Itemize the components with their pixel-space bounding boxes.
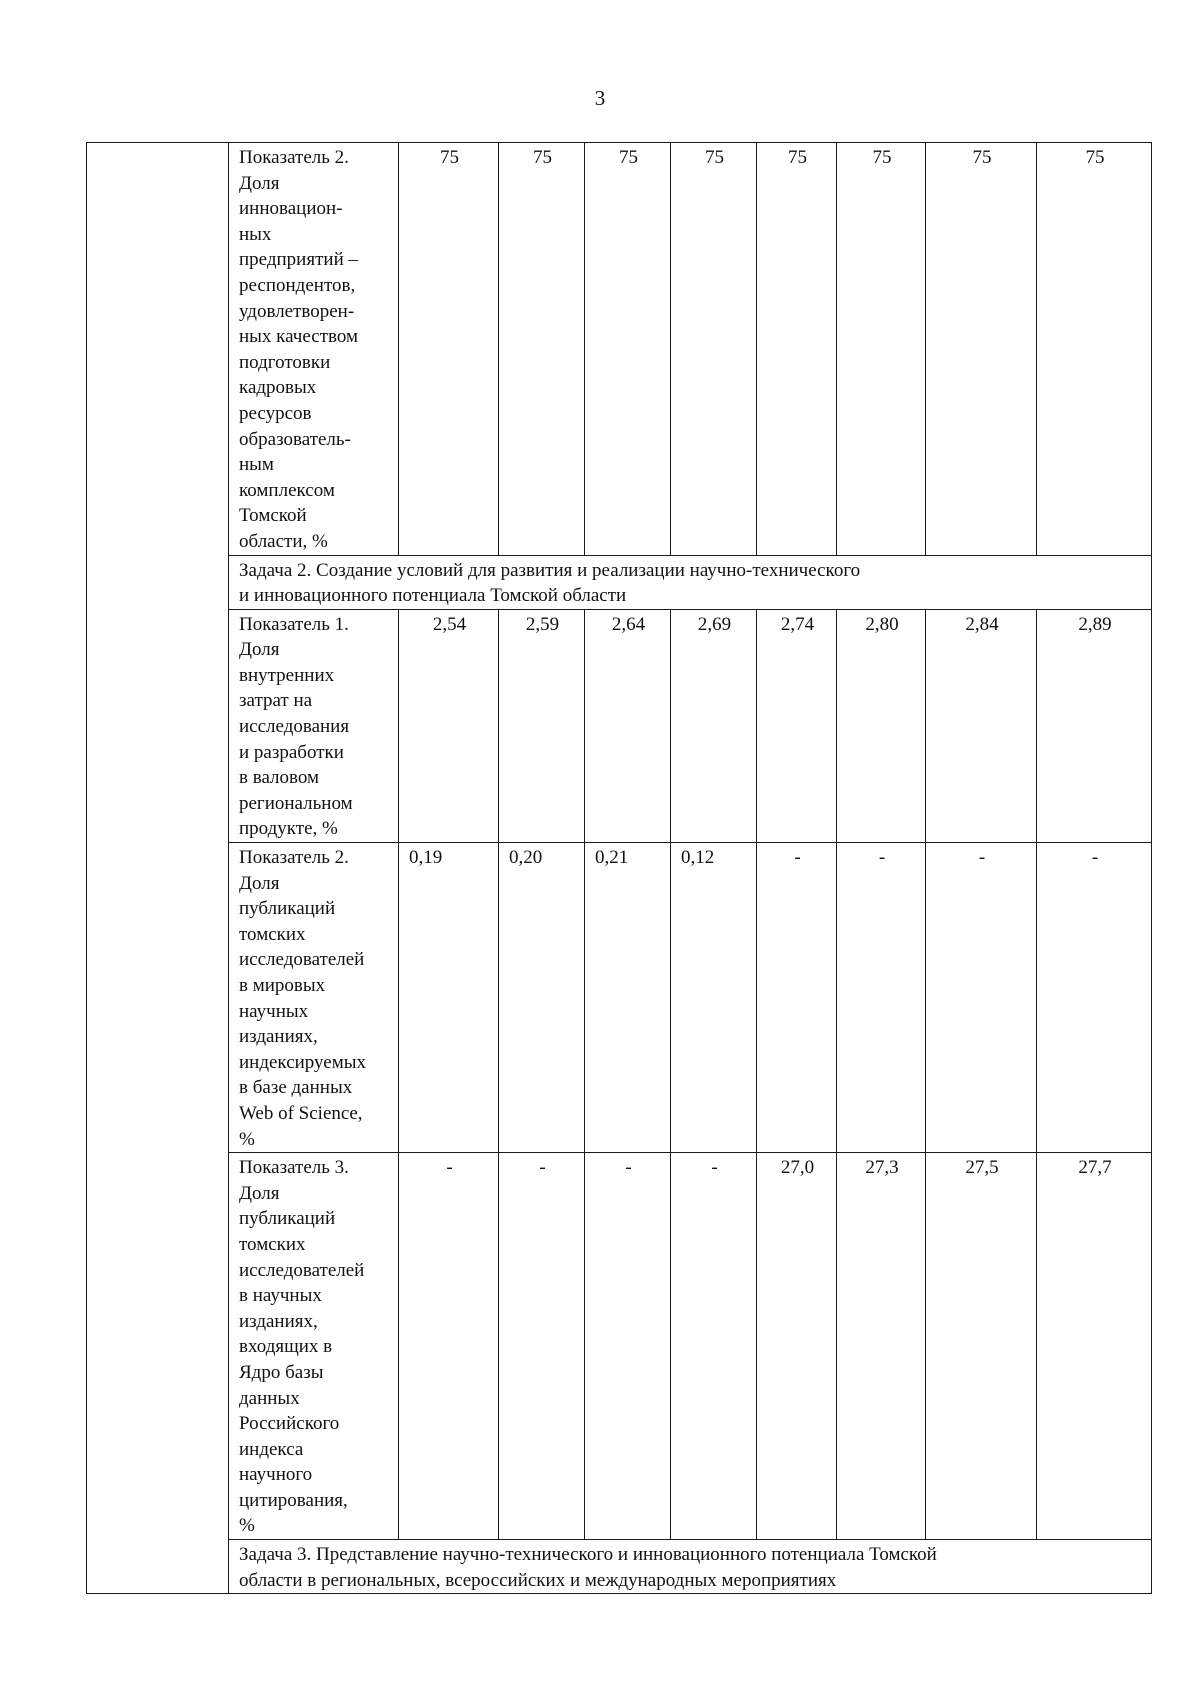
table-row (87, 555, 1152, 609)
label-line: затрат на (239, 690, 313, 712)
value-cell: 75 (837, 143, 926, 556)
indicators-table (86, 142, 1152, 1594)
indicator-label (229, 843, 399, 1153)
label-line: Доля (239, 1182, 280, 1204)
value-cell: 0,19 (399, 843, 499, 1153)
label-line: Задача 3. Представление научно-технического и инновационного потенциала Томской (239, 1544, 937, 1566)
label-line: исследователей (239, 949, 365, 971)
task-heading (229, 1540, 1152, 1594)
value-cell: 75 (757, 143, 837, 556)
label-line: Доля (239, 639, 280, 661)
label-line: в валовом (239, 767, 320, 789)
label-line: входящих в (239, 1336, 333, 1358)
value-cell: 27,5 (926, 1153, 1037, 1540)
label-line: томских (239, 1233, 306, 1255)
table-row (87, 843, 1152, 1153)
label-line: % (239, 1128, 255, 1150)
label-line: в научных (239, 1285, 322, 1307)
label-line: цитирования, (239, 1489, 348, 1511)
label-line: Доля (239, 172, 280, 194)
label-line: исследования (239, 716, 350, 738)
value-cell: 2,80 (837, 609, 926, 842)
label-line: публикаций (239, 898, 336, 920)
label-line: Доля (239, 872, 280, 894)
label-line: региональном (239, 792, 353, 814)
value-cell: 27,0 (757, 1153, 837, 1540)
label-line: индекса (239, 1438, 304, 1460)
label-line: исследователей (239, 1259, 365, 1281)
label-line: Показатель 3. (239, 1157, 349, 1179)
label-line: Web of Science, (239, 1102, 363, 1124)
label-line: комплексом (239, 479, 335, 501)
table-body (87, 143, 1152, 1594)
label-line: внутренних (239, 664, 335, 686)
value-cell: 2,84 (926, 609, 1037, 842)
label-line: ресурсов (239, 402, 312, 424)
empty-left-column (87, 143, 229, 1594)
value-cell: 2,59 (499, 609, 585, 842)
label-line: и инновационного потенциала Томской области (239, 585, 627, 607)
indicator-label (229, 143, 399, 556)
value-cell: 2,69 (671, 609, 757, 842)
label-line: данных (239, 1387, 300, 1409)
label-line: Показатель 1. (239, 613, 349, 635)
label-line: изданиях, (239, 1310, 318, 1332)
value-cell: - (671, 1153, 757, 1540)
value-cell: 75 (399, 143, 499, 556)
indicator-label (229, 609, 399, 842)
label-line: научных (239, 1000, 309, 1022)
label-line: индексируемых (239, 1051, 367, 1073)
value-cell: 0,20 (499, 843, 585, 1153)
label-line: Томской (239, 505, 307, 527)
label-line: томских (239, 923, 306, 945)
label-line: ных качеством (239, 326, 359, 348)
table-row (87, 609, 1152, 842)
value-cell: 75 (926, 143, 1037, 556)
value-cell: - (399, 1153, 499, 1540)
table-row (87, 1540, 1152, 1594)
value-cell: 27,7 (1037, 1153, 1152, 1540)
task-heading (229, 555, 1152, 609)
label-line: изданиях, (239, 1026, 318, 1048)
label-line: и разработки (239, 741, 344, 763)
label-line: Показатель 2. (239, 147, 349, 168)
label-line: ных (239, 223, 272, 245)
value-cell: - (837, 843, 926, 1153)
label-line: продукте, % (239, 818, 338, 840)
value-cell: - (585, 1153, 671, 1540)
value-cell: - (499, 1153, 585, 1540)
value-cell: - (1037, 843, 1152, 1153)
value-cell: 2,54 (399, 609, 499, 842)
label-line: удовлетворен- (239, 300, 355, 322)
label-line: Ядро базы (239, 1361, 324, 1383)
value-cell: - (926, 843, 1037, 1153)
table-row (87, 143, 1152, 556)
value-cell: 75 (499, 143, 585, 556)
label-line: предприятий – (239, 249, 358, 271)
value-cell: 75 (1037, 143, 1152, 556)
page-number: 3 (594, 86, 606, 110)
value-cell: 2,74 (757, 609, 837, 842)
label-line: области в региональных, всероссийских и международных мероприятиях (239, 1569, 837, 1591)
label-line: научного (239, 1464, 313, 1486)
label-line: респондентов, (239, 274, 356, 296)
label-line: области, % (239, 530, 328, 552)
value-cell: 75 (671, 143, 757, 556)
table-row (87, 1153, 1152, 1540)
label-line: в базе данных (239, 1077, 353, 1099)
label-line: ным (239, 454, 274, 476)
label-line: % (239, 1515, 255, 1537)
label-line: инновацион- (239, 198, 343, 220)
value-cell: 2,64 (585, 609, 671, 842)
value-cell: 27,3 (837, 1153, 926, 1540)
label-line: Задача 2. Создание условий для развития и реализации научно-технического (239, 559, 861, 581)
label-line: Показатель 2. (239, 847, 349, 869)
value-cell: 0,12 (671, 843, 757, 1153)
value-cell: 0,21 (585, 843, 671, 1153)
value-cell: - (757, 843, 837, 1153)
label-line: в мировых (239, 975, 326, 996)
label-line: публикаций (239, 1208, 336, 1230)
label-line: Российского (239, 1413, 340, 1435)
indicator-label (229, 1153, 399, 1540)
label-line: образователь- (239, 428, 351, 450)
value-cell: 75 (585, 143, 671, 556)
value-cell: 2,89 (1037, 609, 1152, 842)
label-line: кадровых (239, 377, 317, 399)
label-line: подготовки (239, 351, 331, 373)
